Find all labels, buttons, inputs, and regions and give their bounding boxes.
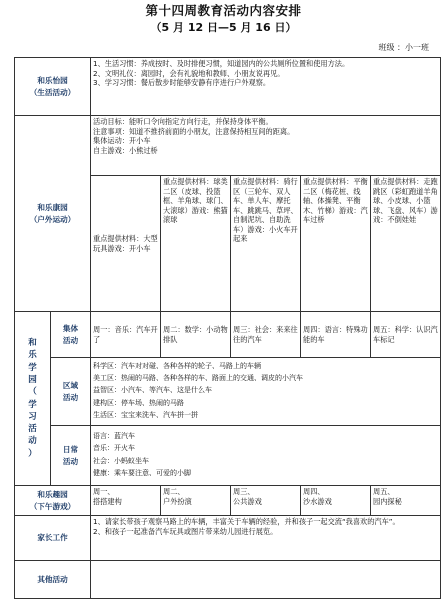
row-quyu — [15, 358, 441, 426]
sub-label-jiti: 集体 活动 — [51, 312, 91, 358]
row-jiazhang — [15, 516, 441, 561]
row-qita — [15, 561, 441, 599]
jiyuan-day-3: 周三、 公共游戏 — [231, 486, 301, 516]
class-label: 班级 ：小一班 — [378, 43, 429, 52]
jiti-day-2: 周二：数学：小动物排队 — [161, 312, 231, 358]
jiyuan-day-1: 周一、 搭搭建构 — [91, 486, 161, 516]
kangyuan-day-4: 重点提供材料：平衡二区（梅花桩、线轴、体操凳、平衡木、竹梯）游戏：汽车过桥 — [301, 176, 371, 312]
yiyuan-line: 3、学习习惯：餐后散步时能够安静有序进行户外观察。 — [93, 78, 271, 87]
sub-label-quyu: 区域 活动 — [51, 358, 91, 426]
richang-content: 语言：蓝汽车 音乐：开火车 社会：小蚂蚁坐车 健康：乘车要注意、可爱的小脚 — [91, 426, 441, 486]
jiyuan-day-2: 周二、 户外扮演 — [161, 486, 231, 516]
row-huanle-yiyuan — [15, 58, 441, 116]
jiti-day-3: 周三：社会：来来往往的汽车 — [231, 312, 301, 358]
jiazhang-content: 1、请家长带孩子观察马路上的车辆，丰富关于车辆的经验，并和孩子一起交流“我喜欢的汽车”。 2、和孩子一起准备汽车玩具或图片带来幼儿园进行展览。 — [91, 516, 441, 561]
kangyuan-day-5: 重点提供材料：走跑跳区（彩虹跑道羊角球、小皮球、小篮球、飞盘、风车）游戏：不倒娃娃 — [371, 176, 441, 312]
section-label-yiyuan: 和乐怡园 （生活活动） — [15, 58, 91, 116]
section-label-qita: 其他活动 — [15, 561, 91, 599]
jiyuan-day-4: 周四、 沙水游戏 — [301, 486, 371, 516]
section-label-kangyuan: 和乐康园 （户外运动） — [15, 116, 91, 312]
yiyuan-content — [91, 58, 441, 116]
kangyuan-day-1: 重点提供材料：大型玩具游戏：开小车 — [91, 176, 161, 312]
kangyuan-day-2: 重点提供材料：球类二区（皮球、投篮框、羊角球、球门、大滚球）游戏：熊猫滚球 — [161, 176, 231, 312]
row-huanle-kangyuan — [15, 116, 441, 176]
quyu-content: 科学区：汽车对对碰、各种各样的轮子、马路上的车辆 美工区：热闹的马路、各种各样的车、路面上的交通、调皮的小汽车 益智区：小汽车、等汽车、这是什么车 建构区：停车场、热闹的马路 生活区：宝宝来洗车、汽车拼一拼 — [91, 358, 441, 426]
qita-content — [91, 561, 441, 599]
date-range: （5 月 12 日—5 月 16 日） — [150, 21, 297, 34]
jiti-day-1: 周一：音乐：汽车开了 — [91, 312, 161, 358]
kangyuan-goals: 活动目标：能听口令向指定方向行走，并保持身体平衡。 注意事项：知道不推挤前面的小朋友，注意保持相互间的距离。 集体运动：开小车 自主游戏：小熊过桥 — [91, 116, 441, 176]
kangyuan-day-3: 重点提供材料：骑行区（三轮车、双人车、单人车、摩托车、跳跳马、草坪、自制泥坑、自助洗车）游戏：小火车开起来 — [231, 176, 301, 312]
section-label-jiazhang: 家长工作 — [15, 516, 91, 561]
row-jiti — [15, 312, 441, 358]
yiyuan-line: 1、生活习惯：养成按时、及时排便习惯，知道园内的公共厕所位置和使用方法。 — [93, 59, 350, 68]
yiyuan-line: 2、文明礼仪：离园时，会有礼貌地和教师、小朋友说再见。 — [93, 68, 285, 78]
section-label-jiyuan: 和乐趣园 （下午游戏） — [15, 486, 91, 516]
row-huanle-jiyuan — [15, 486, 441, 516]
jiti-day-5: 周五：科学：认识汽车标记 — [371, 312, 441, 358]
section-label-xueyuan: 和 乐 学 园 （ 学 习 活 动 ） — [15, 312, 51, 486]
schedule-table — [14, 57, 441, 599]
row-richang — [15, 426, 441, 486]
page-title: 第十四周教育活动内容安排 — [145, 3, 302, 18]
jiyuan-day-5: 周五、 园内探秘 — [371, 486, 441, 516]
sub-label-richang: 日常 活动 — [51, 426, 91, 486]
jiti-day-4: 周四：语言：特殊功能的车 — [301, 312, 371, 358]
